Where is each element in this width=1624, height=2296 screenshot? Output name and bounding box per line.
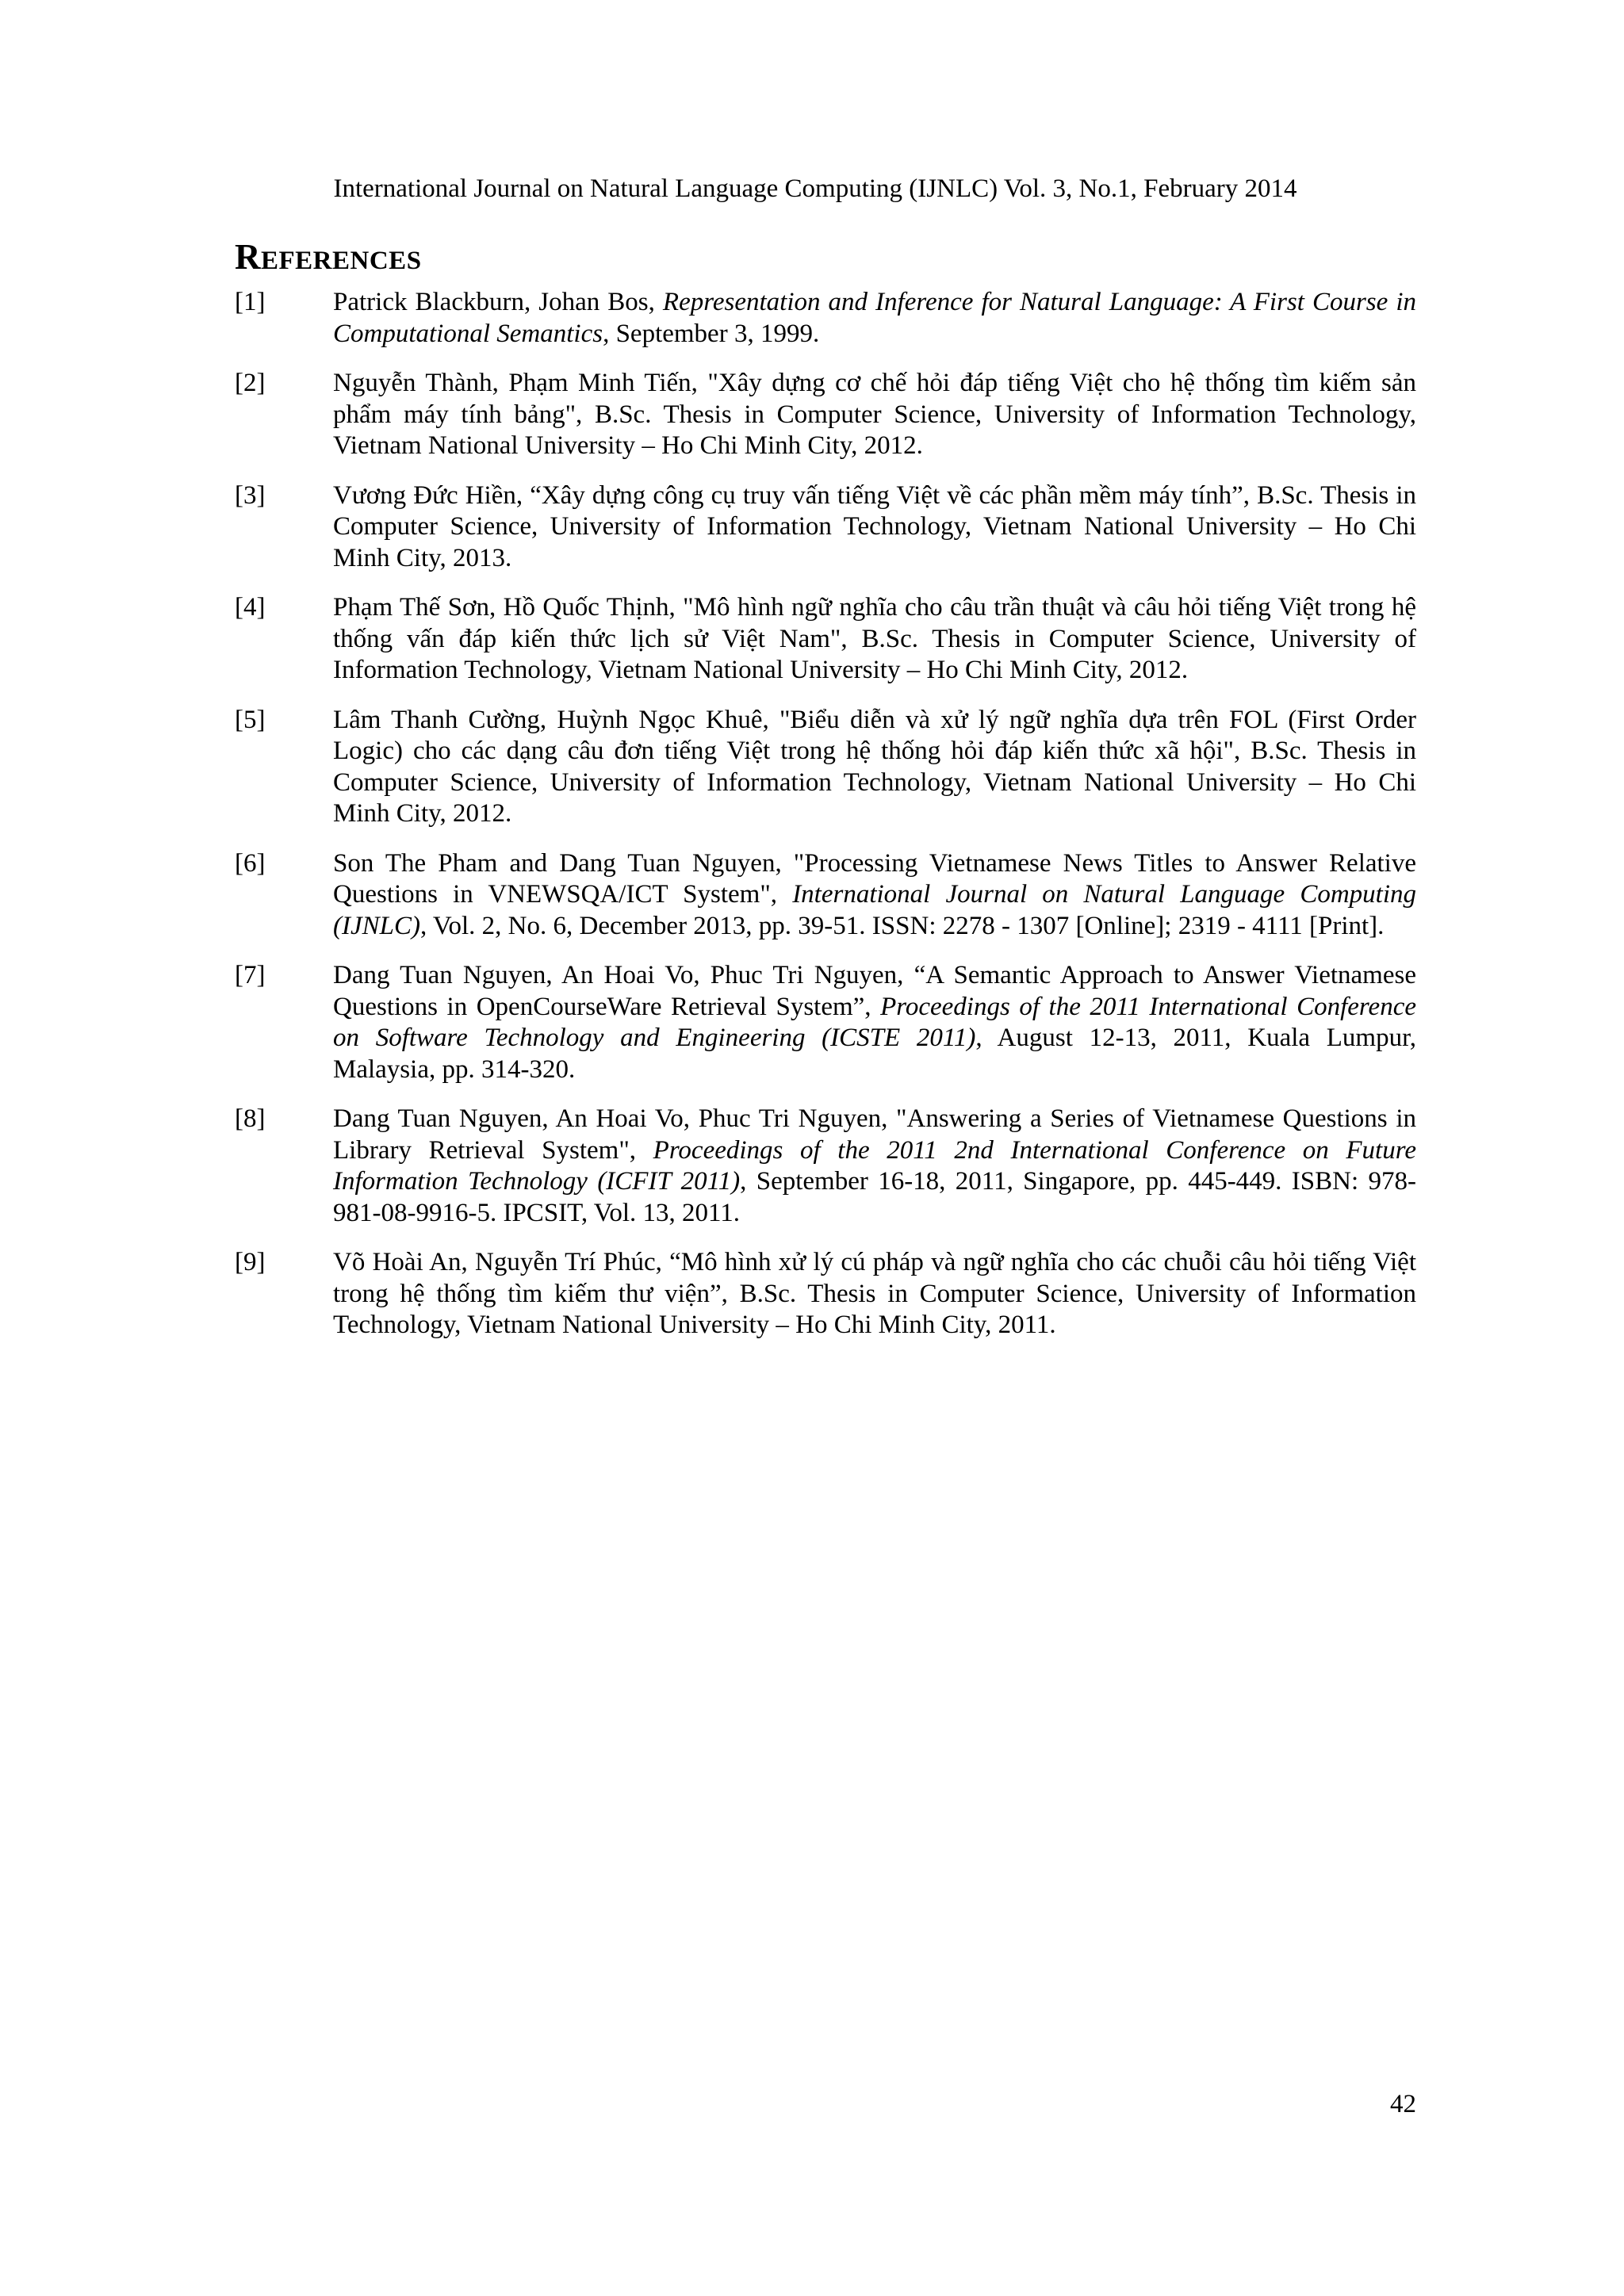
reference-item-1 (235, 287, 1416, 350)
reference-item-8 (235, 1104, 1416, 1229)
reference-number: [8] (235, 1104, 266, 1133)
reference-text-main: Lâm Thanh Cường, Huỳnh Ngọc Khuê, "Biểu diễn và xử lý ngữ nghĩa dựa trên FOL (First Order Logic) cho các dạng câu đơn tiếng Việt trong hệ thống hỏi đáp kiến thức xã hội", B.Sc. Thesis in Computer Science, University of Information Technology, Vietnam National University – Ho Chi Minh City, 2012. (333, 705, 1416, 828)
reference-text (333, 960, 1416, 1085)
references-heading-rest: EFERENCES (261, 247, 422, 275)
reference-item-9 (235, 1247, 1416, 1341)
references-heading (235, 235, 422, 283)
reference-text (333, 368, 1416, 462)
reference-text-main: Vương Đức Hiền, “Xây dựng công cụ truy vấn tiếng Việt về các phần mềm máy tính”, B.Sc. Thesis in Computer Science, University of Information Technology, Vietnam National University – Ho Chi Minh City, 2013. (333, 480, 1416, 572)
references-heading-initial: R (235, 237, 261, 277)
reference-number: [5] (235, 705, 266, 734)
reference-text-main: Dang Tuan Nguyen, An Hoai Vo, Phuc Tri Nguyen, “A Semantic Approach to Answer Vietnamese Questions in OpenCourseWare Retrieval System”, (333, 961, 1416, 1021)
reference-text (333, 1104, 1416, 1229)
reference-item-6 (235, 848, 1416, 943)
reference-text-main: Phạm Thế Sơn, Hồ Quốc Thịnh, "Mô hình ngữ nghĩa cho câu trần thuật và câu hỏi tiếng Việt trong hệ thống vấn đáp kiến thức lịch sử Việt Nam", B.Sc. Thesis in Computer Science, University of Information Technology, Vietnam National University – Ho Chi Minh City, 2012. (333, 593, 1416, 684)
reference-item-7 (235, 960, 1416, 1085)
reference-text (333, 848, 1416, 943)
reference-text (333, 287, 1416, 350)
reference-text-main: Dang Tuan Nguyen, An Hoai Vo, Phuc Tri Nguyen, "Answering a Series of Vietnamese Questions in Library Retrieval System", (333, 1104, 1416, 1165)
reference-number: [4] (235, 593, 266, 622)
reference-number: [7] (235, 961, 266, 989)
reference-italic-title: International Journal on Natural Language Computing (IJNLC) (333, 880, 1416, 940)
reference-number: [2] (235, 369, 266, 397)
reference-text (333, 705, 1416, 830)
reference-text-tail: , September 16-18, 2011, Singapore, pp. 445-449. ISBN: 978-981-08-9916-5. IPCSIT, Vol. 13, 2011. (333, 1167, 1416, 1227)
reference-text-tail: , Vol. 2, No. 6, December 2013, pp. 39-51. ISSN: 2278 - 1307 [Online]; 2319 - 4111 [Print]. (420, 911, 1385, 940)
reference-item-4 (235, 592, 1416, 687)
page-number: 42 (1390, 2090, 1416, 2118)
reference-item-3 (235, 480, 1416, 575)
reference-number: [6] (235, 848, 266, 878)
reference-text-tail: , August 12-13, 2011, Kuala Lumpur, Malaysia, pp. 314-320. (333, 1024, 1416, 1084)
reference-text (333, 480, 1416, 575)
reference-italic-title: Proceedings of the 2011 International Conference on Software Technology and Engineering (ICSTE 2011) (333, 992, 1416, 1052)
reference-text-main: Patrick Blackburn, Johan Bos, (333, 288, 663, 316)
journal-running-header: International Journal on Natural Language Computing (IJNLC) Vol. 3, No.1, February 2014 (333, 174, 1297, 203)
reference-number: [3] (235, 480, 266, 510)
reference-number: [9] (235, 1248, 266, 1276)
reference-item-5 (235, 705, 1416, 830)
reference-item-2 (235, 368, 1416, 462)
reference-text (333, 592, 1416, 687)
reference-text-main: Son The Pham and Dang Tuan Nguyen, "Processing Vietnamese News Titles to Answer Relative Questions in VNEWSQA/ICT System", (333, 848, 1416, 909)
reference-italic-title: Proceedings of the 2011 2nd International Conference on Future Information Technology (ICFIT 2011) (333, 1135, 1416, 1196)
reference-number: [1] (235, 288, 266, 316)
reference-italic-title: Representation and Inference for Natural Language: A First Course in Computational Semantics (333, 288, 1416, 348)
reference-list (235, 287, 1416, 1360)
reference-text-main: Nguyễn Thành, Phạm Minh Tiến, "Xây dựng cơ chế hỏi đáp tiếng Việt cho hệ thống tìm kiếm sản phẩm máy tính bảng", B.Sc. Thesis in Computer Science, University of Information Technology, Vietnam National University – Ho Chi Minh City, 2012. (333, 369, 1416, 460)
reference-text-main: Võ Hoài An, Nguyễn Trí Phúc, “Mô hình xử lý cú pháp và ngữ nghĩa cho các chuỗi câu hỏi tiếng Việt trong hệ thống tìm kiếm thư viện”, B.Sc. Thesis in Computer Science, University of Information Technology, Vietnam National University – Ho Chi Minh City, 2011. (333, 1248, 1416, 1339)
reference-text (333, 1247, 1416, 1341)
reference-text-tail: , September 3, 1999. (603, 319, 820, 348)
